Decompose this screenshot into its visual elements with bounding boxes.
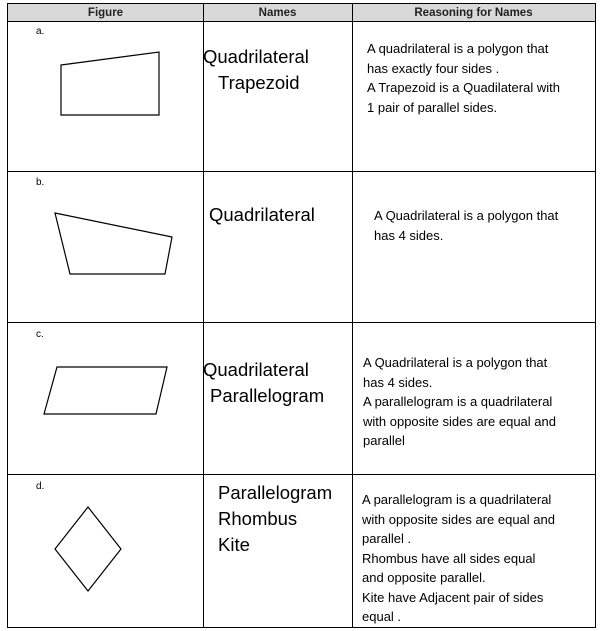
names-d — [218, 480, 332, 558]
reasoning-line: A Quadrilateral is a polygon that — [363, 355, 548, 370]
reasoning-line: has 4 sides. — [374, 227, 444, 243]
names-b — [209, 202, 315, 228]
header-reasoning: Reasoning for Names — [352, 4, 595, 22]
names-c — [203, 357, 324, 409]
names-a — [203, 44, 309, 96]
reasoning-line: 1 pair of parallel sides. — [367, 99, 498, 115]
reasoning-line: with opposite sides are equal and — [363, 413, 556, 429]
reasoning-line: A quadrilateral is a polygon that — [367, 41, 549, 56]
row-label-a: a. — [36, 26, 45, 37]
name-kite: Kite — [218, 534, 250, 555]
name-parallelogram: Parallelogram — [210, 385, 325, 406]
reasoning-line: A Quadrilateral is a polygon that — [374, 208, 559, 223]
name-rhombus: Rhombus — [218, 508, 298, 529]
header-names: Names — [203, 4, 352, 22]
reasoning-line: A parallelogram is a quadrilateral — [362, 492, 552, 507]
name-quadrilateral: Quadrilateral — [209, 204, 315, 225]
row-label-c: c. — [36, 329, 44, 340]
reasoning-line: parallel . — [362, 531, 412, 546]
row-divider — [8, 21, 595, 22]
reasoning-c — [363, 353, 589, 451]
rhombus-figure — [52, 504, 124, 596]
parallelogram-figure — [41, 364, 171, 419]
reasoning-line: has exactly four sides . — [367, 60, 500, 76]
row-label-b: b. — [36, 177, 45, 188]
row-label-d: d. — [36, 481, 45, 492]
reasoning-line: with opposite sides are equal and — [362, 511, 555, 527]
reasoning-line: A Trapezoid is a Quadilateral with — [367, 80, 560, 95]
reasoning-line: Rhombus have all sides equal — [362, 550, 536, 566]
reasoning-line: and opposite parallel. — [362, 570, 486, 585]
reasoning-line: Kite have Adjacent pair of sides — [362, 589, 544, 605]
name-quadrilateral: Quadrilateral — [203, 46, 309, 67]
quadrilateral-figure — [52, 209, 177, 279]
figure-names-table — [7, 3, 596, 628]
column-divider — [203, 4, 204, 627]
reasoning-line: equal . — [362, 609, 402, 624]
row-divider — [8, 322, 595, 323]
name-trapezoid: Trapezoid — [218, 72, 300, 93]
reasoning-b — [374, 206, 600, 245]
column-divider — [352, 4, 353, 627]
reasoning-a — [367, 39, 593, 117]
name-quadrilateral: Quadrilateral — [203, 359, 309, 380]
name-parallelogram: Parallelogram — [218, 482, 333, 503]
header-figure: Figure — [8, 4, 203, 22]
trapezoid-figure — [58, 49, 168, 119]
reasoning-line: parallel — [363, 433, 405, 448]
reasoning-d — [362, 490, 588, 627]
reasoning-line: A parallelogram is a quadrilateral — [363, 394, 553, 409]
row-divider — [8, 171, 595, 172]
row-divider — [8, 474, 595, 475]
reasoning-line: has 4 sides. — [363, 374, 433, 390]
